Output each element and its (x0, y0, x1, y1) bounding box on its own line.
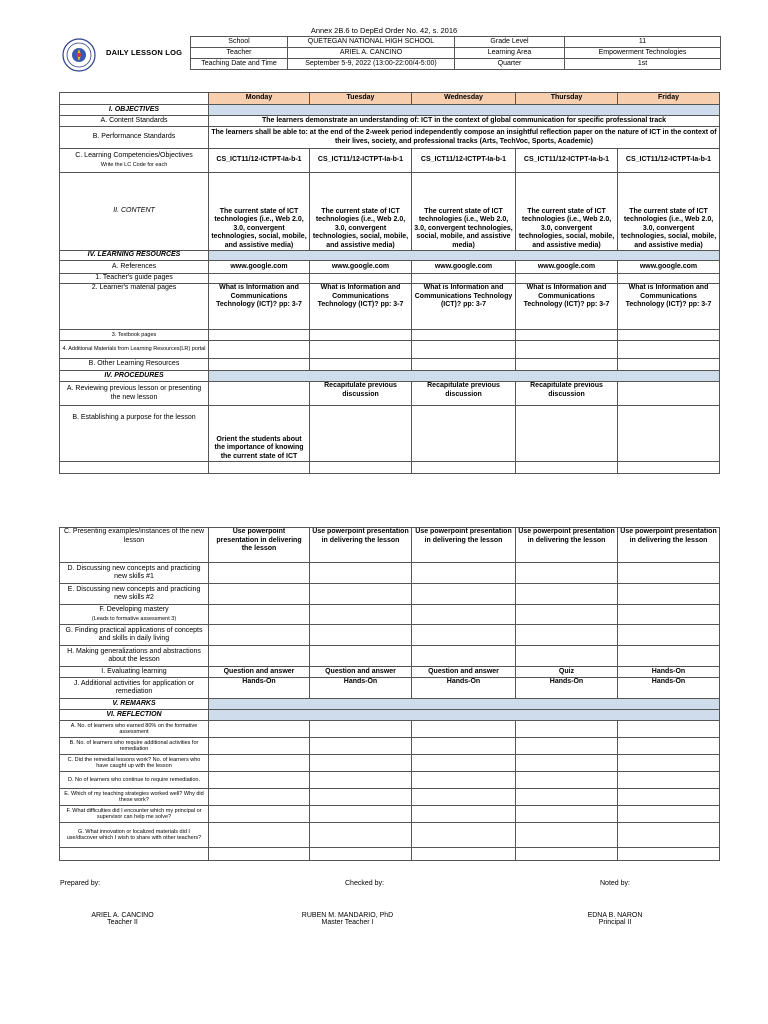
content-standards-value: The learners demonstrate an understanding of: ICT in the context of global communication for specific professional track (209, 116, 720, 127)
competencies-label (60, 149, 209, 173)
learners-material-value: What is Information and Communications Technology (ICT)? pp: 3-7 (412, 284, 516, 330)
checked-name: RUBEN M. MANDARIO, PhD (301, 912, 394, 919)
prepared-signatory (60, 912, 185, 926)
discussing2-label: E. Discussing new concepts and practicing new skills #2 (60, 584, 209, 605)
evaluating-value: Question and answer (412, 667, 516, 678)
section-band (209, 105, 720, 116)
content-standards-label: A. Content Standards (60, 116, 209, 127)
annex-reference: Annex 2B.6 to DepEd Order No. 42, s. 2016 (310, 26, 458, 35)
day-header: Wednesday (412, 93, 516, 105)
establishing-value (310, 406, 412, 462)
prepared-title: Teacher II (107, 919, 138, 926)
performance-standards-label: B. Performance Standards (60, 127, 209, 149)
establishing-label: B. Establishing a purpose for the lesson (60, 406, 209, 462)
teacher-value: ARIEL A. CANCINO (288, 48, 455, 59)
content-value: The current state of ICT technologies (i.e., Web 2.0, 3.0, convergent technologies, social, mobile, and assistive media) (310, 173, 412, 251)
learners-material-value: What is Information and Communications Technology (ICT)? pp: 3-7 (209, 284, 310, 330)
learners-material-value: What is Information and Communications Technology (ICT)? pp: 3-7 (310, 284, 412, 330)
checked-title: Master Teacher I (321, 919, 374, 926)
header-info-table (190, 36, 721, 70)
section-band (209, 699, 720, 710)
competency-code: CS_ICT11/12-ICTPT-Ia-b-1 (209, 149, 310, 173)
discussing1-label: D. Discussing new concepts and practicing new skills #1 (60, 563, 209, 584)
learners-material-label: 2. Learner's material pages (60, 284, 209, 330)
reflection-b-label: B. No. of learners who require additional activities for remediation (60, 738, 209, 755)
mastery-label (60, 605, 209, 625)
learners-material-value: What is Information and Communications Technology (ICT)? pp: 3-7 (516, 284, 618, 330)
reviewing-value: Recapitulate previous discussion (412, 382, 516, 406)
references-label: A. References (60, 261, 209, 274)
competencies-subtitle: Write the LC Code for each (100, 161, 168, 168)
section-remarks: V. REMARKS (60, 699, 209, 710)
reflection-f-label: F. What difficulties did I encounter which my principal or supervisor can help me solve? (60, 806, 209, 823)
content-value: The current state of ICT technologies (i.e., Web 2.0, 3.0, convergent technologies, social, mobile, and assistive media) (516, 173, 618, 251)
additional-activities-value: Hands-On (618, 678, 720, 699)
content-value: The current state of ICT technologies (i.e., Web 2.0, 3.0, convergent technologies, social, mobile, and assistive media) (209, 173, 310, 251)
competency-code: CS_ICT11/12-ICTPT-Ia-b-1 (516, 149, 618, 173)
mastery-subtitle: (Leads to formative assessment 3) (91, 615, 177, 622)
section-objectives: I. OBJECTIVES (60, 105, 209, 116)
evaluating-value: Question and answer (209, 667, 310, 678)
teacher-label: Teacher (191, 48, 288, 59)
competencies-title: C. Learning Competencies/Objectives (75, 152, 193, 159)
quarter-label: Quarter (455, 59, 565, 70)
section-band (209, 710, 720, 721)
reflection-g-label: G. What innovation or localized materials did I use/discover which I wish to share with other teachers? (60, 823, 209, 848)
additional-activities-value: Hands-On (209, 678, 310, 699)
reflection-c-label: C. Did the remedial lessons work? No. of learners who have caught up with the lesson (60, 755, 209, 772)
presenting-value: Use powerpoint presentation in delivering the lesson (516, 528, 618, 563)
content-label: II. CONTENT (60, 173, 209, 251)
noted-title: Principal II (598, 919, 632, 926)
reference-value: www.google.com (310, 261, 412, 274)
presenting-value: Use powerpoint presentation in delivering the lesson (209, 528, 310, 563)
section-reflection: VI. REFLECTION (60, 710, 209, 721)
generalizations-label: H. Making generalizations and abstractions about the lesson (60, 646, 209, 667)
reviewing-label: A. Reviewing previous lesson or presenting the new lesson (60, 382, 209, 406)
evaluating-value: Quiz (516, 667, 618, 678)
presenting-value: Use powerpoint presentation in delivering the lesson (412, 528, 516, 563)
prepared-name: ARIEL A. CANCINO (91, 912, 154, 919)
reviewing-value (618, 382, 720, 406)
reviewing-value: Recapitulate previous discussion (310, 382, 412, 406)
area-label: Learning Area (455, 48, 565, 59)
presenting-value: Use powerpoint presentation in delivering the lesson (310, 528, 412, 563)
mastery-title: F. Developing mastery (99, 606, 169, 613)
reflection-d-label: D. No of learners who continue to require remediation. (60, 772, 209, 789)
other-resources-label: B. Other Learning Resources (60, 359, 209, 371)
grade-value: 11 (565, 37, 721, 48)
lesson-log-table-part2 (59, 527, 720, 861)
day-header: Friday (618, 93, 720, 105)
additional-materials-label: 4. Additional Materials from Learning Resources(LR) portal (60, 341, 209, 359)
establishing-value: Orient the students about the importance of knowing the current state of ICT (209, 406, 310, 462)
prepared-by-label: Prepared by: (60, 880, 101, 887)
additional-activities-label: J. Additional activities for application or remediation (60, 678, 209, 699)
deped-seal-logo (62, 38, 96, 72)
additional-activities-value: Hands-On (516, 678, 618, 699)
practical-label: G. Finding practical applications of concepts and skills in daily living (60, 625, 209, 646)
date-label: Teaching Date and Time (191, 59, 288, 70)
reference-value: www.google.com (516, 261, 618, 274)
evaluating-value: Question and answer (310, 667, 412, 678)
school-value: QUETEGAN NATIONAL HIGH SCHOOL (288, 37, 455, 48)
textbook-label: 3. Textbook pages (60, 330, 209, 341)
evaluating-label: I. Evaluating learning (60, 667, 209, 678)
competency-code: CS_ICT11/12-ICTPT-Ia-b-1 (310, 149, 412, 173)
reference-value: www.google.com (412, 261, 516, 274)
reflection-a-label: A. No. of learners who earned 80% on the formative assessment (60, 721, 209, 738)
performance-standards-value: The learners shall be able to: at the end of the 2-week period independently compose an insightful reflection paper on the nature of ICT in the context of their lives, society, and professional tracks (Arts, TechVoc, Sports, Academic) (209, 127, 720, 149)
date-value: September 5-9, 2022 (13:00-22:00/4-5:00) (288, 59, 455, 70)
additional-activities-value: Hands-On (310, 678, 412, 699)
reviewing-value (209, 382, 310, 406)
competency-code: CS_ICT11/12-ICTPT-Ia-b-1 (618, 149, 720, 173)
teachers-guide-label: 1. Teacher's guide pages (60, 274, 209, 284)
section-band (209, 371, 720, 382)
section-resources: IV. LEARNING RESOURCES (60, 251, 209, 261)
corner-cell (60, 93, 209, 105)
learners-material-value: What is Information and Communications Technology (ICT)? pp: 3-7 (618, 284, 720, 330)
day-header: Tuesday (310, 93, 412, 105)
checked-signatory (280, 912, 415, 926)
day-header: Thursday (516, 93, 618, 105)
quarter-value: 1st (565, 59, 721, 70)
content-value: The current state of ICT technologies (i.e., Web 2.0, 3.0, convergent technologies, social, mobile, and assistive media) (618, 173, 720, 251)
section-band (209, 251, 720, 261)
lesson-log-table-part1 (59, 92, 720, 474)
document-title: DAILY LESSON LOG (106, 48, 183, 57)
reference-value: www.google.com (618, 261, 720, 274)
grade-label: Grade Level (455, 37, 565, 48)
noted-by-label: Noted by: (600, 880, 630, 887)
noted-signatory (555, 912, 675, 926)
day-header: Monday (209, 93, 310, 105)
competency-code: CS_ICT11/12-ICTPT-Ia-b-1 (412, 149, 516, 173)
additional-activities-value: Hands-On (412, 678, 516, 699)
reviewing-value: Recapitulate previous discussion (516, 382, 618, 406)
establishing-value (618, 406, 720, 462)
presenting-value: Use powerpoint presentation in delivering the lesson (618, 528, 720, 563)
content-value: The current state of ICT technologies (i.e., Web 2.0, 3.0, convergent technologies, social, mobile, and assistive media) (412, 173, 516, 251)
reference-value: www.google.com (209, 261, 310, 274)
noted-name: EDNA B. NARON (587, 912, 643, 919)
evaluating-value: Hands-On (618, 667, 720, 678)
section-procedures: IV. PROCEDURES (60, 371, 209, 382)
reflection-e-label: E. Which of my teaching strategies worked well? Why did these work? (60, 789, 209, 806)
checked-by-label: Checked by: (345, 880, 384, 887)
establishing-value (412, 406, 516, 462)
area-value: Empowerment Technologies (565, 48, 721, 59)
establishing-value (516, 406, 618, 462)
school-label: School (191, 37, 288, 48)
presenting-label: C. Presenting examples/instances of the new lesson (60, 528, 209, 563)
